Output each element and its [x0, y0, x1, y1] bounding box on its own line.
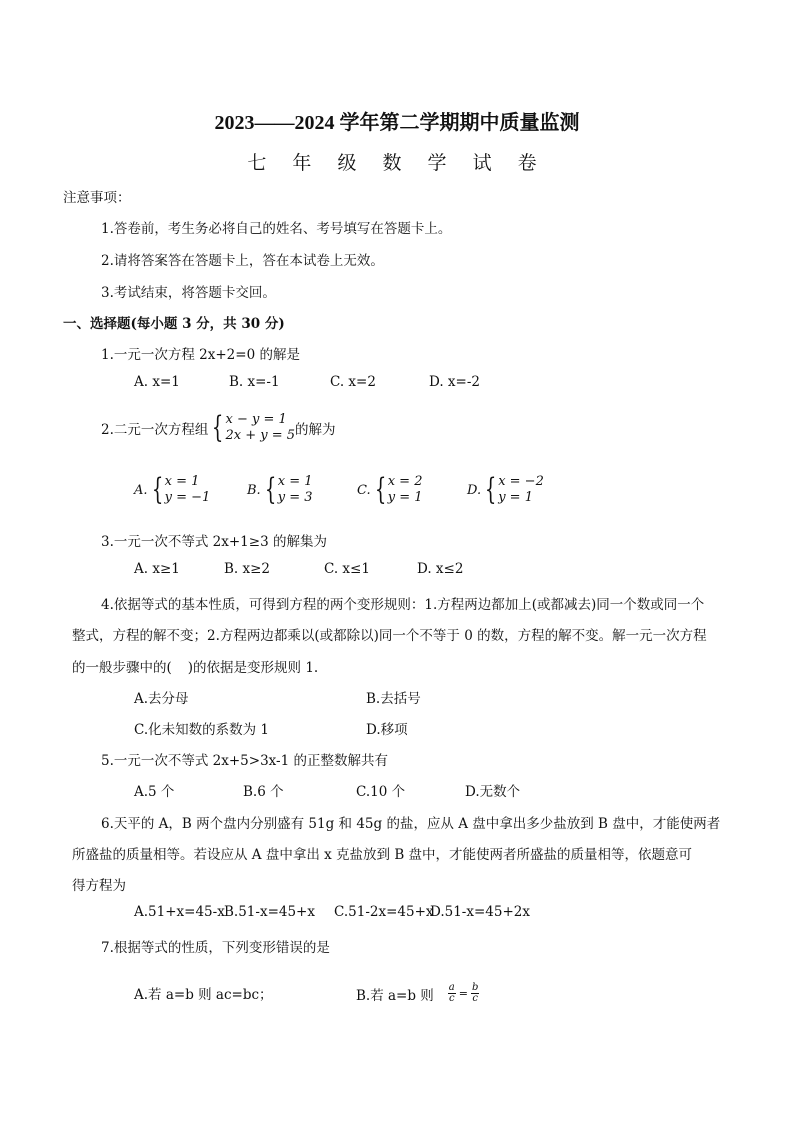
question-4-option-c: C.化未知数的系数为 1	[134, 722, 270, 738]
question-4-option-d: D.移项	[366, 722, 408, 738]
question-6-line-1: 6.天平的 A，B 两个盘内分别盛有 51g 和 45g 的盐，应从 A 盘中拿出多少盐放到 B 盘中，才能使两者	[101, 816, 721, 832]
question-4-option-a: A.去分母	[134, 691, 189, 707]
question-4-line-2: 整式，方程的解不变；2.方程两边都乘以(或都除以)同一个不等于 0 的数，方程的解不变。解一元一次方程	[72, 628, 707, 644]
brace-icon: {	[374, 472, 386, 507]
question-7-option-b	[356, 983, 479, 1004]
fraction-b-over-c	[471, 983, 479, 1004]
question-4-line-1: 4.依据等式的基本性质，可得到方程的两个变形规则：1.方程两边都加上(或都减去)同一个数或同一个	[101, 597, 705, 613]
question-1-option-d: D. x=-2	[429, 374, 481, 390]
question-5-option-c: C.10 个	[356, 784, 406, 800]
brace-icon: {	[212, 410, 224, 445]
notice-heading: 注意事项：	[63, 190, 131, 206]
question-6-line-2: 所盛盐的质量相等。若设应从 A 盘中拿出 x 克盐放到 B 盘中，才能使两者所盛盐的质量相等，依题意可	[72, 847, 693, 863]
question-2-option-a	[134, 474, 210, 506]
question-7-option-a: A.若 a=b 则 ac=bc；	[134, 987, 273, 1003]
question-2-system	[208, 412, 295, 444]
fraction-a-over-c	[448, 983, 456, 1004]
question-6-option-b: B.51-x=45+x	[224, 904, 315, 920]
notice-item-3: 3.考试结束，将答题卡交回。	[101, 285, 276, 301]
question-2-option-b-row1: x = 1	[277, 474, 313, 489]
question-2-option-c-row1: x = 2	[387, 474, 423, 489]
brace-icon: {	[264, 472, 276, 507]
question-2-option-d-row1: x = −2	[498, 474, 544, 489]
notice-item-2: 2.请将答案答在答题卡上，答在本试卷上无效。	[101, 253, 384, 269]
question-4-line-3-end: )的依据是变形规则 1.	[187, 660, 319, 676]
question-2-option-a-label: A.	[134, 482, 148, 498]
question-1-option-b: B. x=-1	[229, 374, 280, 390]
question-2-option-d	[467, 474, 544, 506]
fraction-numerator: b	[471, 982, 479, 993]
question-2-stem-prefix: 2.二元一次方程组	[101, 422, 209, 438]
question-6-option-d: D.51-x=45+2x	[430, 904, 530, 920]
question-4-line-3	[72, 656, 318, 676]
question-3-option-c: C. x≤1	[324, 561, 370, 577]
question-2-option-c	[357, 474, 423, 506]
section-heading: 一、选择题(每小题 3 分，共 30 分)	[63, 316, 285, 332]
question-5-option-d: D.无数个	[465, 784, 521, 800]
question-2-system-eq2: 2x + y = 5	[225, 428, 296, 443]
question-3-stem: 3.一元一次不等式 2x+1≥3 的解集为	[101, 534, 327, 550]
question-4-line-3-start: 的一般步骤中的(	[72, 660, 172, 676]
fraction-numerator: a	[448, 982, 455, 993]
question-2-option-c-label: C.	[357, 482, 371, 498]
brace-icon: {	[151, 472, 163, 507]
question-3-option-a: A. x≥1	[134, 561, 180, 577]
question-3-option-b: B. x≥2	[224, 561, 271, 577]
question-2-stem-suffix: 的解为	[295, 422, 336, 438]
question-2-option-c-row2: y = 1	[387, 490, 423, 505]
question-6-option-a: A.51+x=45-x	[134, 904, 225, 920]
question-2-option-b-label: B.	[247, 482, 261, 498]
question-3-option-d: D. x≤2	[417, 561, 464, 577]
question-5-option-b: B.6 个	[243, 784, 284, 800]
question-2-option-b-row2: y = 3	[277, 490, 313, 505]
question-1-stem: 1.一元一次方程 2x+2=0 的解是	[101, 347, 300, 363]
question-7-stem: 7.根据等式的性质，下列变形错误的是	[101, 940, 330, 956]
question-2-option-a-row1: x = 1	[164, 474, 200, 489]
question-2-system-eq1: x − y = 1	[225, 412, 287, 427]
notice-item-1: 1.答卷前，考生务必将自己的姓名、考号填写在答题卡上。	[101, 221, 452, 237]
question-7-option-b-text: B.若 a=b 则	[356, 987, 434, 1004]
question-2-option-d-label: D.	[467, 482, 482, 498]
brace-icon: {	[484, 472, 497, 507]
question-2-option-b	[247, 474, 313, 506]
question-1-option-a: A. x=1	[134, 374, 180, 390]
question-1-option-c: C. x=2	[330, 374, 376, 390]
question-4-option-b: B.去括号	[366, 691, 421, 707]
exam-subtitle: 七 年 级 数 学 试 卷	[247, 152, 547, 174]
question-2-option-a-row2: y = −1	[164, 490, 211, 505]
question-5-option-a: A.5 个	[134, 784, 175, 800]
question-6-option-c: C.51-2x=45+x	[334, 904, 434, 920]
fraction-denominator: c	[472, 993, 478, 1004]
equals-sign: =	[458, 987, 468, 1000]
exam-title: 2023——2024 学年第二学期期中质量监测	[214, 112, 580, 134]
question-6-line-3: 得方程为	[72, 878, 126, 894]
question-2-option-d-row2: y = 1	[498, 490, 533, 505]
question-5-stem: 5.一元一次不等式 2x+5>3x-1 的正整数解共有	[101, 753, 388, 769]
question-2-stem	[101, 412, 336, 444]
fraction-denominator: c	[448, 993, 455, 1004]
